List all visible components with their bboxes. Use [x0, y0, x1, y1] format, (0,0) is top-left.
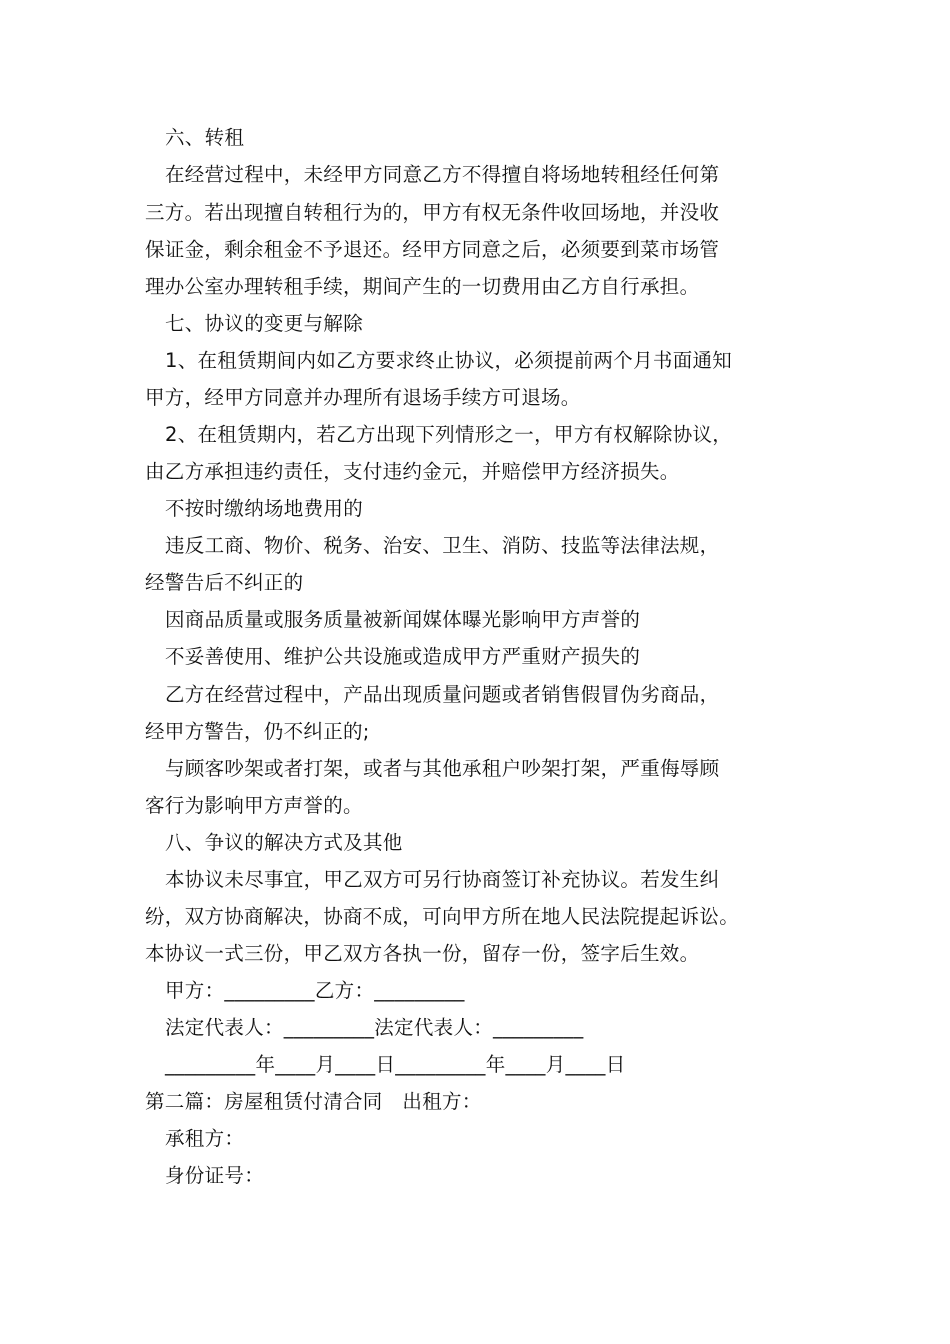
paragraph-line: 三方。若出现擅自转租行为的，甲方有权无条件收回场地，并没收 — [145, 201, 720, 224]
heading-sublease: 六、转租 — [165, 126, 245, 149]
paragraph-line: 2、在租赁期内，若乙方出现下列情形之一，甲方有权解除协议， — [165, 423, 733, 446]
paragraph-line: 1、在租赁期间内如乙方要求终止协议，必须提前两个月书面通知 — [165, 349, 733, 372]
field-id-number: 身份证号： — [165, 1164, 265, 1187]
heading-dispute-resolution: 八、争议的解决方式及其他 — [165, 831, 403, 854]
paragraph-line: 在经营过程中，未经甲方同意乙方不得擅自将场地转租经任何第 — [165, 163, 720, 186]
paragraph-line: 本协议未尽事宜，甲乙双方可另行协商签订补充协议。若发生纠 — [165, 868, 720, 891]
signature-parties: 甲方：_________乙方：_________ — [165, 979, 465, 1002]
signature-dates: _________年____月____日_________年____月____日 — [165, 1053, 626, 1076]
list-item: 乙方在经营过程中，产品出现质量问题或者销售假冒伪劣商品， — [165, 683, 720, 706]
paragraph-line: 理办公室办理转租手续，期间产生的一切费用由乙方自行承担。 — [145, 275, 700, 298]
list-item: 因商品质量或服务质量被新闻媒体曝光影响甲方声誉的 — [165, 608, 641, 631]
field-lessee: 承租方： — [165, 1127, 245, 1150]
list-item-continuation: 经警告后不纠正的 — [145, 571, 304, 594]
list-item-continuation: 客行为影响甲方声誉的。 — [145, 794, 363, 817]
paragraph-line: 纷，双方协商解决，协商不成，可向甲方所在地人民法院提起诉讼。 — [145, 905, 740, 928]
list-item-continuation: 经甲方警告，仍不纠正的; — [145, 720, 370, 743]
heading-change-termination: 七、协议的变更与解除 — [165, 312, 364, 335]
paragraph-line: 甲方，经甲方同意并办理所有退场手续方可退场。 — [145, 386, 581, 409]
list-item: 不按时缴纳场地费用的 — [165, 497, 364, 520]
paragraph-line: 本协议一式三份，甲乙双方各执一份，留存一份，签字后生效。 — [145, 942, 700, 965]
signature-legal-reps: 法定代表人：_________法定代表人：_________ — [165, 1016, 584, 1039]
paragraph-line: 保证金，剩余租金不予退还。经甲方同意之后，必须要到菜市场管 — [145, 238, 720, 261]
list-item: 违反工商、物价、税务、治安、卫生、消防、技监等法律法规， — [165, 534, 720, 557]
list-item: 不妥善使用、维护公共设施或造成甲方严重财产损失的 — [165, 645, 641, 668]
paragraph-line: 由乙方承担违约责任，支付违约金元，并赔偿甲方经济损失。 — [145, 460, 680, 483]
list-item: 与顾客吵架或者打架，或者与其他承租户吵架打架，严重侮辱顾 — [165, 757, 720, 780]
heading-second-contract: 第二篇：房屋租赁付清合同 出租方： — [145, 1090, 482, 1113]
